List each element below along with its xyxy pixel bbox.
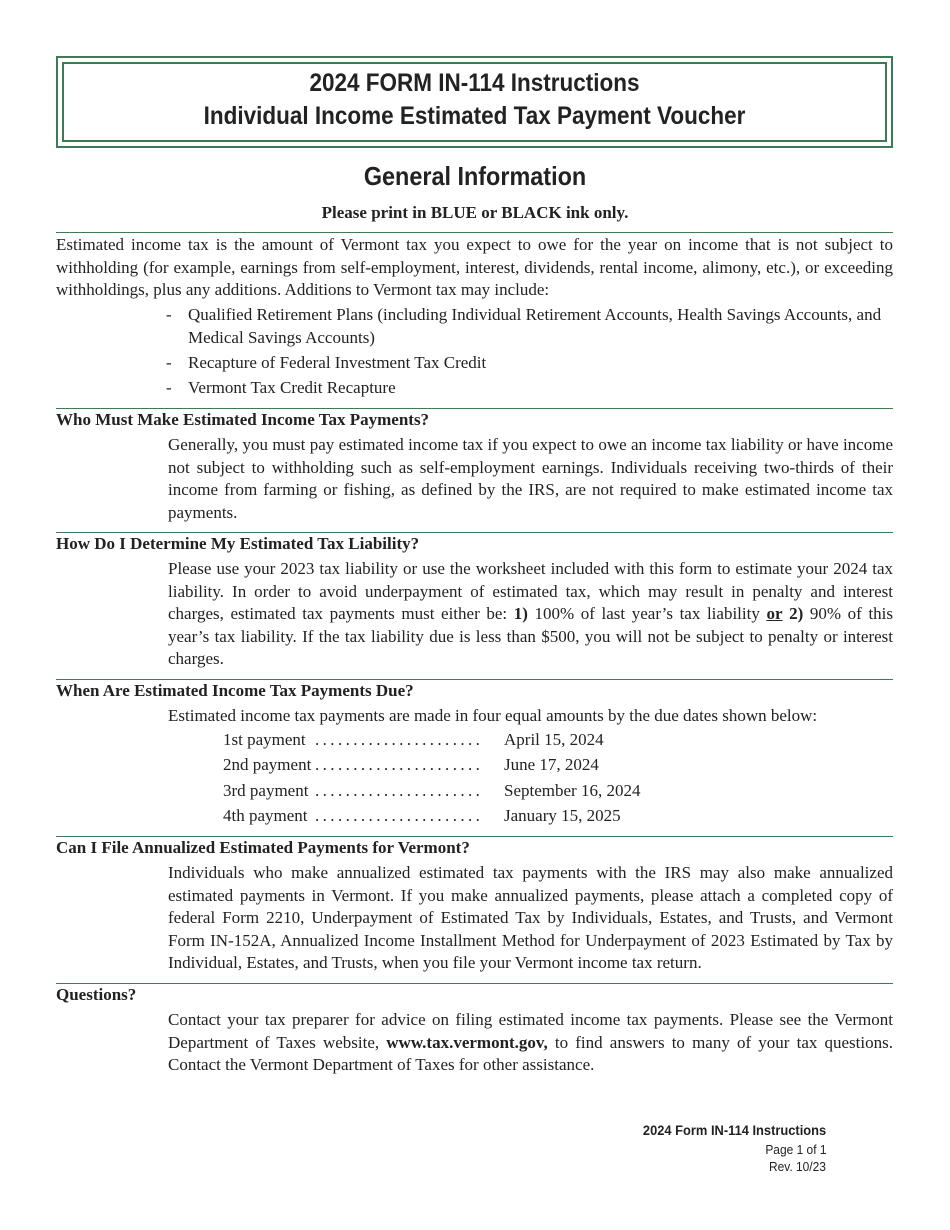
payments-due-intro: Estimated income tax payments are made in four equal amounts by the due dates shown below:: [168, 706, 818, 725]
payment-row: [223, 730, 663, 750]
list-item-text: Qualified Retirement Plans (including Individual Retirement Accounts, Health Savings Accounts, and Medical Savings Accounts): [188, 305, 882, 347]
payment-date: September 16, 2024: [504, 781, 641, 800]
footer-page-number: Page 1 of 1: [764, 1142, 826, 1157]
option-2-number: 2): [789, 604, 804, 623]
section-divider: [56, 679, 893, 680]
ink-instruction: Please print in BLUE or BLACK ink only.: [321, 203, 629, 222]
section-divider: [56, 983, 893, 984]
option-1-text: 100% of last year’s tax liability: [527, 604, 767, 623]
list-item-text: Recapture of Federal Investment Tax Credit: [188, 353, 487, 372]
or-emphasis: or: [766, 604, 783, 623]
option-2-text: 90% of this year’s tax liability. If the tax liability due is less than $500, you will not be subject to penalty or interest charges.: [168, 604, 894, 668]
section-divider: [56, 232, 893, 233]
heading-payments-due: When Are Estimated Income Tax Payments Due?: [56, 681, 414, 700]
payment-row: [223, 806, 663, 826]
determine-liability-text: Please use your 2023 tax liability or use the worksheet included with this form to estimate your 2024 tax liability. In order to avoid underpayment of estimated tax, which may result in penalty and interest charges, estimated tax payments must either be:: [168, 559, 893, 623]
list-item: [166, 304, 893, 349]
footer-revision: Rev. 10/23: [769, 1159, 826, 1174]
bullet-dash: -: [166, 353, 172, 372]
questions-paragraph: [168, 1009, 893, 1077]
leader-dots: ......................: [315, 730, 484, 749]
payment-date: June 17, 2024: [504, 755, 599, 774]
payment-date: April 15, 2024: [504, 730, 604, 749]
payment-label: 1st payment: [223, 730, 306, 749]
document-subtitle: Individual Income Estimated Tax Payment Voucher: [203, 102, 746, 130]
list-item-text: Vermont Tax Credit Recapture: [188, 378, 396, 397]
payment-label: 4th payment: [223, 806, 308, 825]
heading-annualized-payments: Can I File Annualized Estimated Payments for Vermont?: [56, 838, 470, 857]
questions-text: Contact your tax preparer for advice on filing estimated income tax payments. Please see the Vermont Department of Taxes website,: [168, 1010, 893, 1052]
who-must-pay-paragraph: Generally, you must pay estimated income tax if you expect to owe an income tax liability or have income not subject to withholding such as self-employment earnings. Individuals receiving two-thirds of their income from farming or fishing, as defined by the IRS, are not required to make estimated income tax payments.: [168, 435, 893, 522]
payment-row: [223, 755, 663, 775]
payment-label: 3rd payment: [223, 781, 309, 800]
heading-who-must-pay: Who Must Make Estimated Income Tax Payments?: [56, 410, 430, 429]
section-divider: [56, 532, 893, 533]
annualized-payments-paragraph: Individuals who make annualized estimated tax payments with the IRS may also make annualized estimated payments in Vermont. If you make annualized payments, please attach a completed copy of federal Form 2210, Underpayment of Estimated Tax by Individuals, Estates, and Trusts, and Vermont Form IN-152A, Annualized Income Installment Method for Underpayment of 2023 Estimated by Tax by Individual, Estates, and Trusts, when you file your Vermont income tax return.: [168, 863, 893, 972]
section-divider: [56, 408, 893, 409]
leader-dots: ......................: [315, 806, 484, 825]
leader-dots: ......................: [315, 755, 484, 774]
payment-label: 2nd payment: [223, 755, 312, 774]
website-link[interactable]: www.tax.vermont.gov,: [386, 1032, 548, 1052]
intro-paragraph: Estimated income tax is the amount of Vermont tax you expect to owe for the year on income that is not subject to withholding (for example, earnings from self-employment, interest, dividends, rental income, alimony, etc.), or exceeding withholdings, plus any additions. Additions to Vermont tax may include:: [56, 235, 893, 299]
section-title-general-information: General Information: [363, 161, 587, 191]
bullet-dash: -: [166, 305, 172, 324]
bullet-dash: -: [166, 378, 172, 397]
list-item: [166, 377, 893, 400]
footer-form-name: 2024 Form IN-114 Instructions: [642, 1122, 826, 1138]
list-item: [166, 352, 893, 375]
title-box: [56, 56, 893, 148]
payment-date: January 15, 2025: [504, 806, 621, 825]
leader-dots: ......................: [315, 781, 484, 800]
questions-text-continued: to find answers to many of your tax questions. Contact the Vermont Department of Taxes for other assistance.: [168, 1032, 893, 1074]
heading-determine-liability: How Do I Determine My Estimated Tax Liability?: [56, 534, 420, 553]
payment-row: [223, 781, 663, 801]
option-1-number: 1): [513, 604, 528, 623]
document-title: 2024 FORM IN-114 Instructions: [309, 69, 640, 97]
determine-liability-paragraph: [168, 558, 893, 671]
heading-questions: Questions?: [56, 985, 137, 1004]
section-divider: [56, 836, 893, 837]
